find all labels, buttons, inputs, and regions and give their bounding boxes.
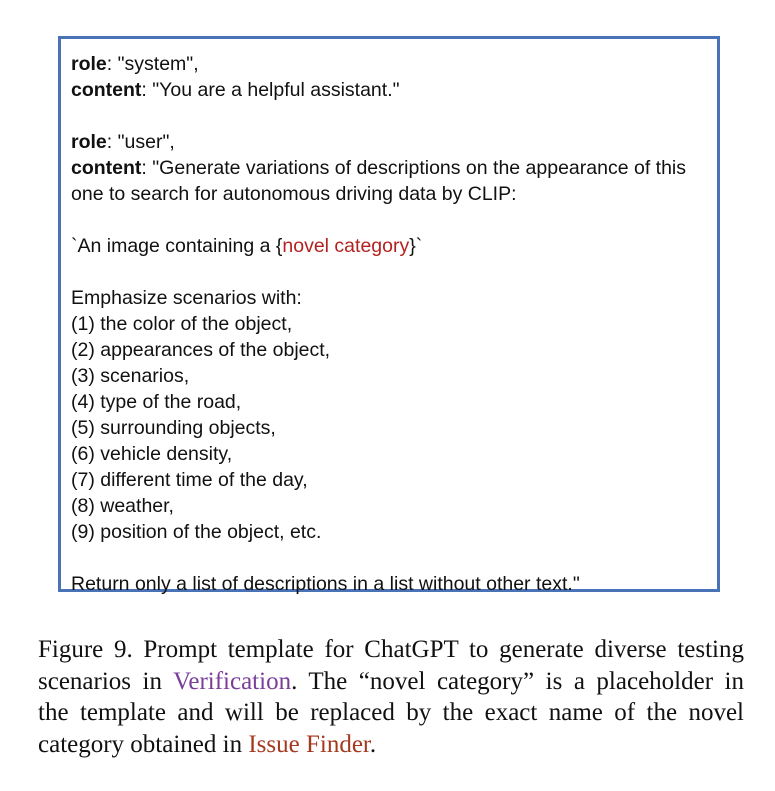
caption-text: scenarios in bbox=[38, 667, 174, 695]
caption-line-2 bbox=[38, 666, 744, 698]
spacer bbox=[71, 207, 717, 233]
scenario-item: (3) scenarios, bbox=[71, 365, 190, 387]
scenario-item: (4) type of the road, bbox=[71, 391, 242, 413]
content-key: content bbox=[71, 157, 142, 179]
caption-text: category obtained in bbox=[38, 730, 249, 758]
scenario-item: (5) surrounding objects, bbox=[71, 417, 276, 439]
content-key: content bbox=[71, 79, 142, 101]
system-content-line bbox=[71, 77, 717, 103]
return-instruction-line: Return only a list of descriptions in a list without other text." bbox=[71, 573, 580, 595]
issue-finder-link[interactable]: Issue Finder bbox=[248, 730, 370, 758]
emphasize-header: Emphasize scenarios with: bbox=[71, 287, 302, 309]
user-content-line bbox=[71, 155, 717, 181]
image-suffix: }` bbox=[409, 235, 423, 257]
content-value: : "You are a helpful assistant." bbox=[141, 79, 400, 101]
scenario-item: (6) vehicle density, bbox=[71, 443, 233, 465]
user-role-line bbox=[71, 129, 717, 155]
novel-category-placeholder: novel category bbox=[282, 235, 410, 257]
caption-line-4 bbox=[38, 729, 744, 761]
spacer bbox=[71, 103, 717, 129]
content-value: : "Generate variations of descriptions on the appearance of this bbox=[141, 157, 687, 179]
scenario-item: (9) position of the object, etc. bbox=[71, 521, 322, 543]
caption-text: . The “novel category” is a placeholder in bbox=[291, 667, 745, 695]
scenario-list bbox=[71, 311, 717, 545]
verification-link[interactable]: Verification bbox=[173, 667, 292, 695]
scenario-item: (8) weather, bbox=[71, 495, 174, 517]
system-role-line bbox=[71, 51, 717, 77]
spacer bbox=[71, 545, 717, 571]
scenario-item: (7) different time of the day, bbox=[71, 469, 308, 491]
caption-line-3: the template and will be replaced by the exact name of the novel bbox=[38, 699, 744, 726]
spacer bbox=[71, 259, 717, 285]
role-key: role bbox=[71, 131, 107, 153]
caption-line-1: Figure 9. Prompt template for ChatGPT to generate diverse testing bbox=[38, 636, 744, 663]
figure-caption bbox=[38, 634, 744, 760]
user-content-line-2: one to search for autonomous driving data by CLIP: bbox=[71, 183, 517, 205]
caption-text: . bbox=[369, 730, 377, 758]
role-value: : "system", bbox=[106, 53, 199, 75]
role-key: role bbox=[71, 53, 107, 75]
scenario-item: (2) appearances of the object, bbox=[71, 339, 331, 361]
image-prefix: `An image containing a { bbox=[71, 235, 283, 257]
image-template-line bbox=[71, 233, 717, 259]
role-value: : "user", bbox=[106, 131, 175, 153]
prompt-template-box bbox=[58, 36, 720, 595]
scenario-item: (1) the color of the object, bbox=[71, 313, 293, 335]
